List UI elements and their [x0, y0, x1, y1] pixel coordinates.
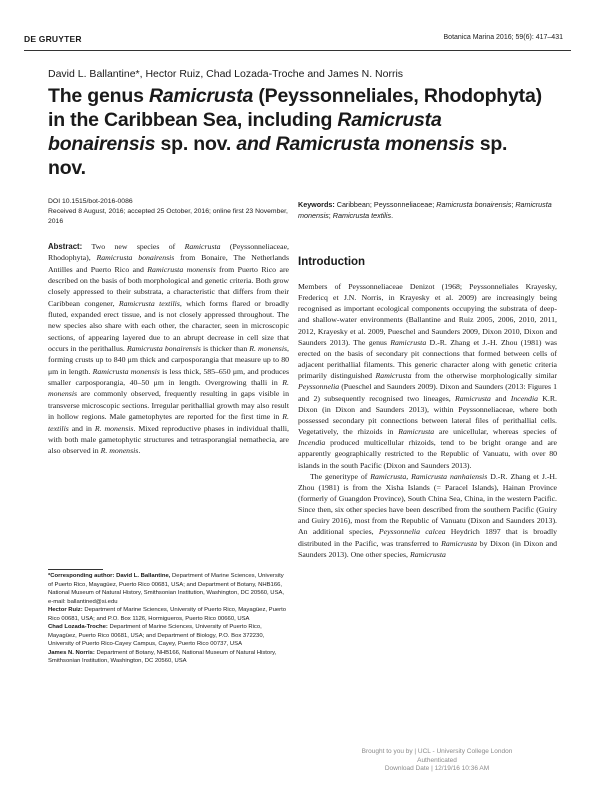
keyword-italic: Ramicrusta bonairensis	[436, 200, 512, 209]
text-run: , forming crusts up to 840 μm thick and carposporangia that measure up to 80 μm in length.	[48, 344, 289, 376]
text-run: The generitype of	[310, 471, 371, 481]
footnote	[48, 623, 290, 649]
keywords	[298, 199, 556, 221]
footnote-text: Department of Botany, NHB166, National Museum of Natural History, Smithsonian Institution, Washington, DC 20560, USA	[48, 649, 277, 665]
text-run: Heydrich 1897 that is broadly distributed in the Pacific, was transferred to	[298, 527, 558, 548]
title-part: sp. nov.	[48, 133, 508, 179]
italic-taxon: Peyssonnelia calcea	[378, 527, 446, 537]
italic-taxon: Ramicrusta	[441, 538, 478, 548]
text-run: from Puerto Rico are described on the basis of both morphological and genetic criteria. Both grow closely appressed to their substrata, a characteristic that differs from their Caribbean congener,	[48, 264, 289, 308]
italic-taxon: Incendia	[298, 438, 326, 448]
footnote-rule	[48, 569, 103, 570]
text-run: (Pueschel and Saunders 2009). Dixon and Saunders (2013: Figures 1 and 2) subsequently recognised two lineages,	[298, 382, 557, 403]
paragraph	[298, 281, 557, 471]
footnote-label: James N. Norris:	[48, 649, 95, 656]
footnote	[48, 649, 290, 666]
download-stamp	[317, 748, 557, 774]
italic-taxon: Ramicrusta	[375, 371, 412, 381]
text-run: by Dixon (in Dixon and Saunders 2013). One other species,	[298, 538, 557, 559]
text-run: D.-R. Zhang et J.-H. Zhou (1981) is from the Xisha Islands (= Paracel Islands), Hainan Province (formerly of Guangdon Province), South China Sea, China, in the western Pacific. Since then, six other species have been described from the southern Pacific (Guiry and Guiry 2016), most from the Republic of Vanuatu (Dixon and Saunders 2013). An additional species,	[298, 471, 557, 537]
text-run: produced multicellular rhizoids, tend to be bright orange and are apparently geographically restricted to the Republic of Vanuatu, with over 80 islands in the south Pacific (Dixon and Saunders 2013).	[298, 438, 557, 470]
section-heading-introduction: Introduction	[298, 256, 366, 268]
title-part-italic: and Ramicrusta monensis	[236, 133, 475, 155]
page-header	[24, 34, 571, 48]
italic-taxon: Ramicrusta monensis	[147, 264, 216, 274]
text-run: is thicker than	[200, 344, 250, 354]
abstract-label: Abstract:	[48, 242, 83, 251]
footnote-label: Chad Lozada-Troche:	[48, 624, 108, 631]
keyword-text: Caribbean; Peyssonneliaceae;	[334, 200, 437, 209]
italic-taxon: R. monensis	[249, 344, 288, 354]
stamp-line: Download Date | 12/19/16 10:36 AM	[384, 765, 490, 772]
italic-taxon: Incendia	[510, 393, 539, 403]
footnote	[48, 572, 290, 606]
text-run: D.-R. Zhang et J.-H. Zhou (1981) was erected on the basis of secondary pit connections that formed between cells of adjacent perithallial filaments. This generic character along with genetic criteria primarily distinguished	[298, 337, 557, 381]
abstract-body	[48, 242, 289, 455]
italic-taxon: Peyssonnelia	[298, 382, 340, 392]
doi-link[interactable]: DOI 10.1515/bot-2016-0086	[48, 198, 133, 205]
italic-taxon: Ramicrusta	[398, 427, 435, 437]
stamp-line: Authenticated	[417, 756, 457, 764]
keywords-label: Keywords:	[298, 200, 335, 209]
footnote-label: Hector Ruiz:	[48, 607, 83, 614]
italic-taxon: R. monensis	[100, 446, 139, 456]
text-run: Two new species of	[82, 242, 185, 251]
paragraph	[298, 471, 557, 560]
abstract	[48, 241, 289, 457]
italic-taxon: Ramicrusta bonairensis	[126, 344, 201, 354]
article-dates: Received 8 August, 2016; accepted 25 October, 2016; online first 23 November, 2016	[48, 208, 288, 225]
keyword-text: ;	[328, 211, 333, 220]
keyword-text: ;	[511, 200, 516, 209]
text-run: . Mixed reproductive phases in individual thalli, with both male gametophytic structures and tetrasporangial nemathecia, are also observed in	[48, 423, 290, 456]
article-title	[48, 84, 548, 180]
italic-taxon: Ramicrusta	[390, 337, 427, 347]
italic-taxon: Ramicrusta	[409, 549, 446, 559]
text-run: and in	[68, 423, 95, 433]
text-run: from Bonaire, The Netherlands Antilles and Puerto Rico and	[48, 253, 289, 274]
header-rule	[24, 50, 571, 51]
text-run: , which forms flared or broadly fluted, expanded erect tissue, and is not closely appressed throughout. The new species also share with each other, the character, seen in microscopic sections, of appearing layered due to an abrupt decrease in cell size that occurs in the perithallus.	[48, 298, 289, 354]
footnote-text: Department of Marine Sciences, University of Puerto Rico, Mayagüez, Puerto Rico 00681, USA; and P.O. Box 1126, Hormigueros, Puerto Rico 00660, USA	[48, 607, 287, 622]
italic-taxon: R. monensis	[94, 423, 134, 433]
keyword-italic: Ramicrusta textilis	[332, 211, 392, 220]
title-part: The genus	[48, 85, 149, 107]
author-list: David L. Ballantine*, Hector Ruiz, Chad Lozada-Troche and James N. Norris	[48, 68, 404, 80]
text-run: .	[138, 446, 141, 456]
italic-taxon: Ramicrusta textilis	[118, 298, 180, 308]
text-run: (Peyssonneliaceae, Rhodophyta),	[48, 242, 289, 263]
text-run: from the otherwise morphologically similar	[411, 371, 557, 381]
keyword-italic: Ramicrusta monensis	[298, 200, 552, 220]
introduction-body	[298, 281, 557, 560]
title-part-italic: Ramicrusta	[148, 85, 254, 107]
text-run: are commonly observed, frequently resulting in gaps visible in transverse microscopic sections. Irregular perithallial growth may also result in hollow regions. Male gametophytes are reported for the first time in	[48, 389, 289, 422]
article-meta	[48, 197, 288, 227]
journal-citation: Botanica Marina 2016; 59(6): 417–431	[443, 34, 563, 41]
text-run: K.R. Dixon (in Dixon and Saunders 2013), within Peyssonneliaceae, where both possessed secondary pit connections between lateral files of perithallial cells. Vegetatively, the rhizoids in	[298, 393, 558, 437]
keyword-text: .	[391, 211, 394, 220]
footnote-label: *Corresponding author: David L. Ballantine,	[48, 573, 171, 579]
text-run: Members of Peyssonneliaceae Denizot (1968; Peyssonneliales Krayesky, Fredericq et J.N. Norris, in Krayesky et al. 2009) are increasingly being recognised as important ecological components occupying the substrata of deep- and shallow-water environments (Ballantine and Ruiz 2005, 2006, 2010, 2011, 2012, Krayesky et al. 2009, Pueschel and Saunders 2009, Dixon 2010, Dixon and Saunders 2013). The genus	[298, 282, 557, 347]
footnotes	[48, 572, 290, 666]
title-part: (Peyssonneliales, Rhodophyta) in the Caribbean Sea, including	[48, 85, 542, 131]
italic-taxon: R. monensis	[48, 378, 289, 399]
italic-taxon: R. textilis	[48, 412, 289, 433]
text-run: and	[490, 393, 511, 403]
italic-taxon: Ramicrusta	[455, 393, 491, 403]
italic-taxon: Ramicrusta	[370, 471, 407, 481]
italic-taxon: Ramicrusta monensis	[92, 366, 160, 376]
title-part: sp. nov.	[155, 133, 237, 155]
text-run: ,	[406, 471, 412, 481]
italic-taxon: Ramicrusta nanhaiensis	[411, 471, 488, 481]
stamp-line: Brought to you by | UCL - University College London	[361, 748, 513, 755]
italic-taxon: Ramicrusta bonairensis	[96, 253, 175, 263]
text-run: are unicellular, whereas species of	[434, 427, 558, 437]
footnote	[48, 606, 290, 623]
italic-taxon: Ramicrusta	[184, 242, 221, 251]
publisher-name: DE GRUYTER	[24, 34, 82, 44]
footnote-text: Department of Marine Sciences, University of Puerto Rico, Mayagüez, Puerto Rico 00681, USA; and Department of Botany, NHB166, National Museum of Natural History, Smithsonian Institution, Washington, DC 20560, USA, e-mail: ballantined@si.edu	[48, 573, 285, 605]
footnote-text: Department of Marine Sciences, University of Puerto Rico, Mayagüez, Puerto Rico 00681, USA; and Department of Biology, P.O. Box 372230, University of Puerto Rico-Cayey Campus, Cayey, Puerto Rico 00737, USA	[48, 624, 265, 648]
text-run: is less thick, 585–650 μm, and produces smaller carposporangia, 40–50 μm in length. Overgrowing thalli in	[48, 366, 290, 388]
title-part-italic: Ramicrusta bonairensis	[48, 109, 442, 155]
